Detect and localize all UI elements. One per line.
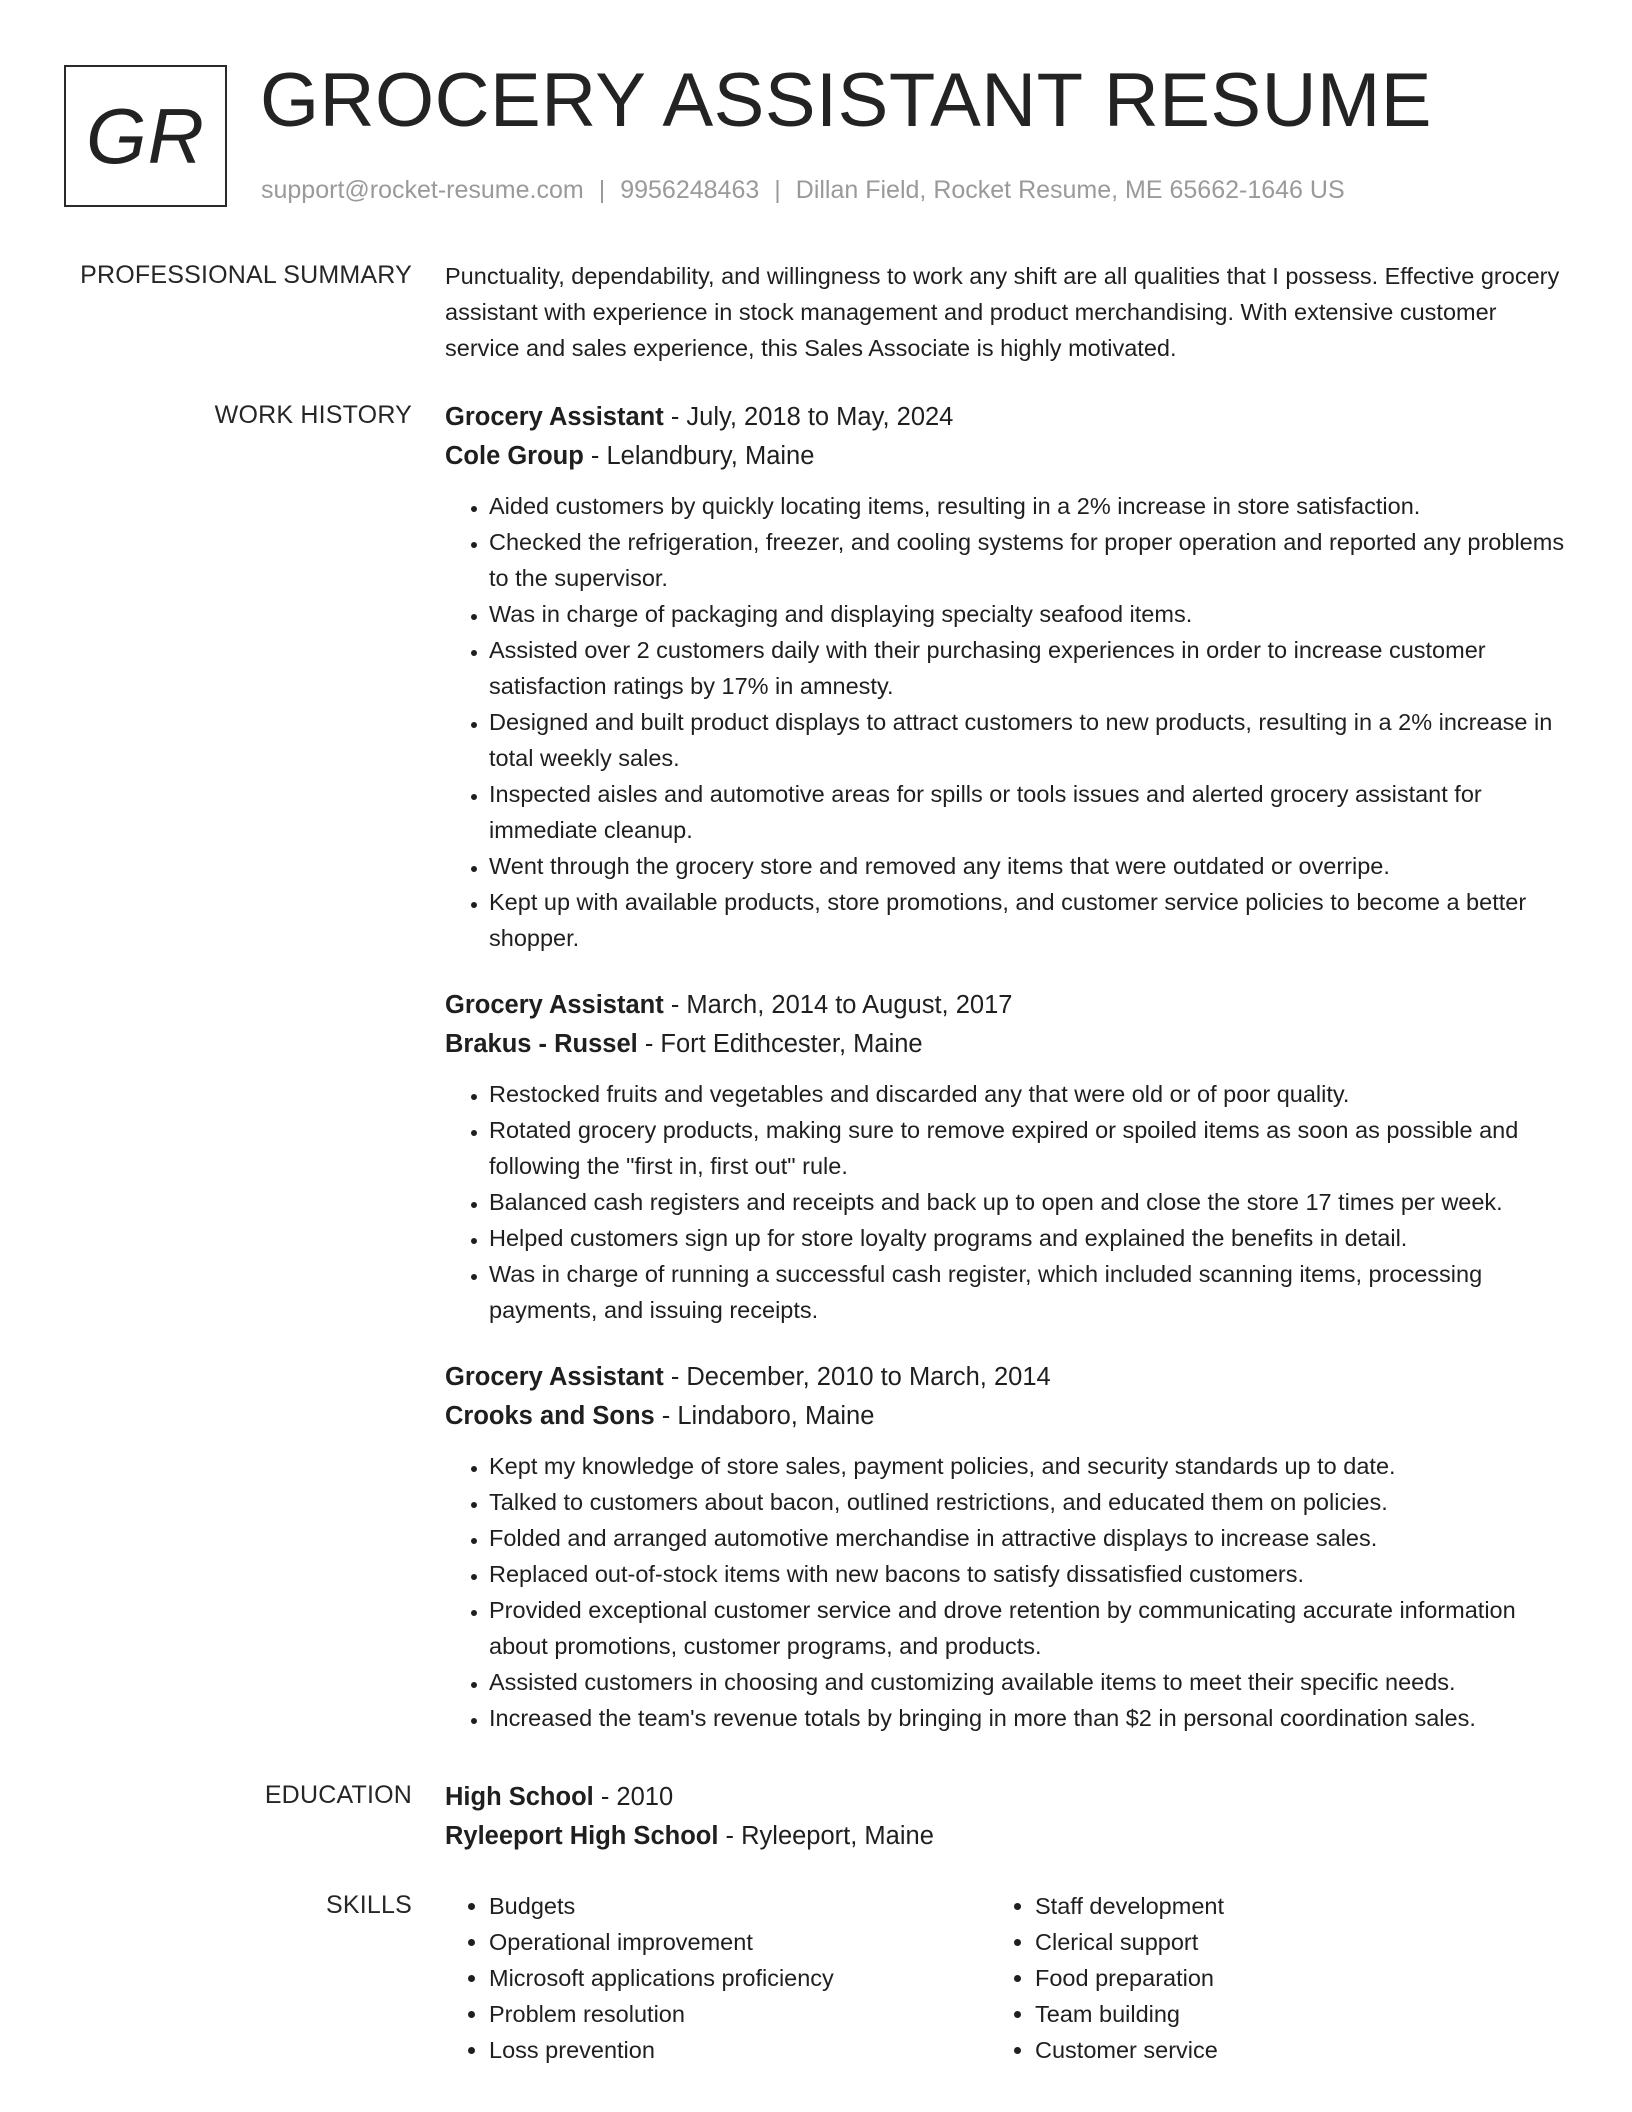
contact-separator: | <box>774 176 781 204</box>
job-bullet: • Inspected aisles and automotive areas for spills or tools issues and alerted grocery assistant for immediate cleanup. <box>489 776 1565 848</box>
section-label-summary: PROFESSIONAL SUMMARY <box>80 261 412 289</box>
job-bullet: • Talked to customers about bacon, outlined restrictions, and educated them on policies. <box>489 1484 1565 1520</box>
job-bullet: • Restocked fruits and vegetables and discarded any that were old or of poor quality. <box>489 1076 1565 1112</box>
summary-body <box>445 258 1565 366</box>
job-title-line <box>445 986 1565 1025</box>
job-title-line <box>445 1358 1565 1397</box>
skill-item: • Operational improvement <box>489 1924 991 1960</box>
education-year: - 2010 <box>593 1783 674 1811</box>
job-dates: - March, 2014 to August, 2017 <box>663 991 1013 1019</box>
job-company-line <box>445 1397 1565 1436</box>
job-bullet: • Increased the team's revenue totals by bringing in more than $2 in personal coordination sales. <box>489 1700 1565 1736</box>
skill-item: • Food preparation <box>1035 1960 1537 1996</box>
monogram: GR <box>64 65 227 207</box>
job-title: Grocery Assistant <box>445 1363 664 1391</box>
skill-item: • Problem resolution <box>489 1996 991 2032</box>
job-bullet: • Was in charge of running a successful cash register, which included scanning items, processing payments, and issuing receipts. <box>489 1256 1565 1328</box>
skill-item: • Customer service <box>1035 2032 1537 2068</box>
resume-title: GROCERY ASSISTANT RESUME <box>260 58 1433 143</box>
job-location: - Fort Edithcester, Maine <box>637 1030 923 1058</box>
skill-item: • Team building <box>1035 1996 1537 2032</box>
job-dates: - December, 2010 to March, 2014 <box>663 1363 1051 1391</box>
job-title-line <box>445 398 1565 437</box>
skill-item: • Staff development <box>1035 1888 1537 1924</box>
job-bullets <box>445 1076 1565 1328</box>
job-entry <box>445 1358 1565 1736</box>
job-company-line <box>445 1025 1565 1064</box>
job-bullet: • Folded and arranged automotive merchandise in attractive displays to increase sales. <box>489 1520 1565 1556</box>
job-bullet: • Went through the grocery store and removed any items that were outdated or overripe. <box>489 848 1565 884</box>
job-entry <box>445 986 1565 1328</box>
job-bullet: • Rotated grocery products, making sure to remove expired or spoiled items as soon as possible and following the "first in, first out" rule. <box>489 1112 1565 1184</box>
job-location: - Lindaboro, Maine <box>654 1402 875 1430</box>
job-company-line <box>445 437 1565 476</box>
job-company: Crooks and Sons <box>445 1402 655 1430</box>
job-bullets <box>445 1448 1565 1736</box>
skills-list-right <box>991 1888 1537 2068</box>
job-bullet: • Helped customers sign up for store loyalty programs and explained the benefits in detail. <box>489 1220 1565 1256</box>
job-company: Cole Group <box>445 442 584 470</box>
contact-separator: | <box>598 176 606 204</box>
contact-email: support@rocket-resume.com <box>261 176 584 204</box>
education-degree-line <box>445 1778 1565 1817</box>
education-school-line <box>445 1817 1565 1856</box>
job-dates: - July, 2018 to May, 2024 <box>663 403 954 431</box>
job-bullets <box>445 488 1565 956</box>
job-bullet: • Kept my knowledge of store sales, payment policies, and security standards up to date. <box>489 1448 1565 1484</box>
job-bullet: • Balanced cash registers and receipts and back up to open and close the store 17 times per week. <box>489 1184 1565 1220</box>
job-bullet: • Kept up with available products, store promotions, and customer service policies to become a better shopper. <box>489 884 1565 956</box>
job-location: - Lelandbury, Maine <box>583 442 815 470</box>
education-location: - Ryleeport, Maine <box>718 1822 934 1850</box>
job-bullet: • Replaced out-of-stock items with new bacons to satisfy dissatisfied customers. <box>489 1556 1565 1592</box>
skills-column-left <box>445 1888 991 2068</box>
skill-item: • Budgets <box>489 1888 991 1924</box>
summary-text: Punctuality, dependability, and willingness to work any shift are all qualities that I possess. Effective grocery assistant with experience in stock management and product merchandising. With extensive customer service and sales experience, this Sales Associate is highly motivated. <box>445 263 1560 361</box>
job-bullet: • Was in charge of packaging and displaying specialty seafood items. <box>489 596 1565 632</box>
skills-body <box>445 1888 1565 2068</box>
job-bullet: • Aided customers by quickly locating items, resulting in a 2% increase in store satisfaction. <box>489 488 1565 524</box>
education-body <box>445 1778 1565 1856</box>
work-history-body <box>445 398 1565 1766</box>
skills-columns <box>445 1888 1565 2068</box>
section-label-education: EDUCATION <box>264 1781 412 1809</box>
job-bullet: • Provided exceptional customer service and drove retention by communicating accurate information about promotions, customer programs, and products. <box>489 1592 1565 1664</box>
job-title: Grocery Assistant <box>445 403 664 431</box>
contact-address: Dillan Field, Rocket Resume, ME 65662-1646 US <box>795 176 1345 204</box>
education-degree: High School <box>445 1783 594 1811</box>
job-bullet: • Assisted over 2 customers daily with their purchasing experiences in order to increase customer satisfaction ratings by 17% in amnesty. <box>489 632 1565 704</box>
job-title: Grocery Assistant <box>445 991 664 1019</box>
job-bullet: • Assisted customers in choosing and customizing available items to meet their specific needs. <box>489 1664 1565 1700</box>
skill-item: • Clerical support <box>1035 1924 1537 1960</box>
education-school: Ryleeport High School <box>445 1822 719 1850</box>
job-entry <box>445 398 1565 956</box>
job-bullet: • Designed and built product displays to attract customers to new products, resulting in a 2% increase in total weekly sales. <box>489 704 1565 776</box>
section-label-skills: SKILLS <box>326 1891 412 1919</box>
skill-item: • Loss prevention <box>489 2032 991 2068</box>
contact-line <box>261 174 1345 206</box>
skills-column-right <box>991 1888 1537 2068</box>
section-label-work-history: WORK HISTORY <box>214 401 412 429</box>
skills-list-left <box>445 1888 991 2068</box>
contact-phone: 9956248463 <box>620 176 760 204</box>
skill-item: • Microsoft applications proficiency <box>489 1960 991 1996</box>
job-company: Brakus - Russel <box>445 1030 638 1058</box>
job-bullet: • Checked the refrigeration, freezer, and cooling systems for proper operation and reported any problems to the supervisor. <box>489 524 1565 596</box>
